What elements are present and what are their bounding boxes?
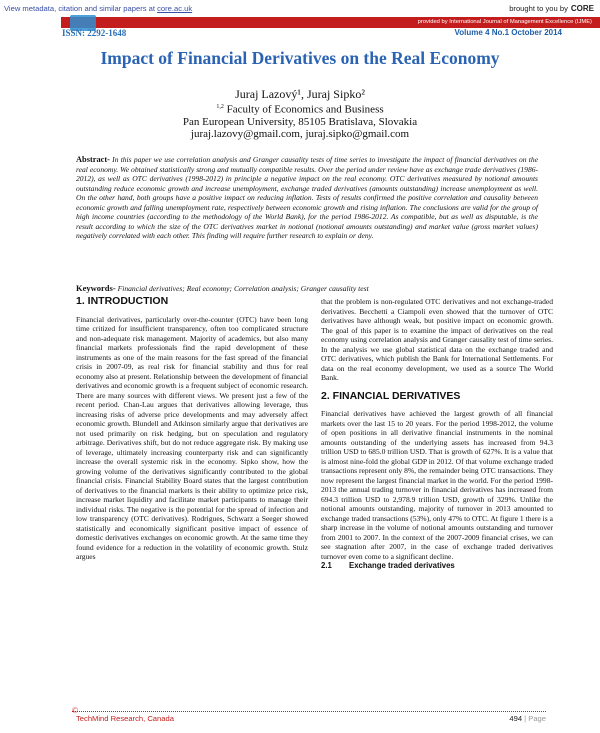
abstract-text: In this paper we use correlation analysis and Granger causality tests of time series to investigate the impact of financial derivatives on the real economy. We obtained statistically strong and mutually compatible results. Over the period under review have as exchange trade derivatives (1986-2012), as well as OTC derivatives (1998-2012) in principle a negative impact on the real economy. OTC derivatives measured by notional amounts outstanding reduce economic growth and increase unemployment, exchange traded derivatives (amounts outstanding) increase unemployment as well. On the other hand, both groups have a positive impact on reducing inflation. Tests of results confirmed the positive correlation and causality between economic growth and falling unemployment rate, respectively between economic growth and rising inflation. The conclusions are valid for the group of high income countries (according to the methodology of the World Bank), for the period 1986-2012. As compatible, but as well as disputable, is the result according to which the size of the OTC derivatives market in notional (notional amounts outstanding) and market value (gross market values) negatively correlated with each other. This finding will require further research to explain or deny. [76,155,538,241]
footer-divider [72,711,546,712]
abstract-label: Abstract- [76,155,110,164]
introduction-continued: that the problem is non-regulated OTC derivatives and not exchange-traded derivatives. Becchetti a Ciampoli even showed that the turnover of OTC derivatives have although weak, but positive impact on economic growth. The goal of this paper is to examine the impact of derivatives on the real economy using correlation analysis and Granger causality test of time series. In the analysis we use global statistical data on the exchange traded and OTC derivatives, which publish the Bank for International Settlements. For data on the real economy development, we used as a source The World Bank. [321,297,553,383]
core-metadata-notice: View metadata, citation and similar papers at core.ac.uk [4,3,193,13]
core-logo[interactable]: CORE [570,3,594,13]
publisher-name: TechMind Research, Canada [76,714,174,723]
financial-derivatives-paragraph: Financial derivatives have achieved the largest growth of all financial markets over the last 15 to 20 years. For the period 1998-2012, the volume of open positions in all derivative financial instruments in the nominal amounts outstanding of the underlying assets has increased from 94.3 trillion USD to 685.0 trillion USD. That is growth of 627%. It is a value that is almost nine-fold the global GDP in 2012. Of that volume exchange traded transactions represent only 8%, the remainder being OTC transactions. They now represent the largest financial market in the world. For the period 1998-2013 the annual trading turnover in financial derivatives has increased from 694.3 trillion USD to 2,978.9 trillion USD, growth of 329%. Unlike the notional amounts outstanding, majority of turnover in 2013 amounted to exchange traded transactions (53%), only 47% to OTC. At figure 1 there is a sharp increase in the volume of notional amounts outstanding and turnover from 2001 to 2007. In the context of the 2007-2009 financial crises, we can see stagnation after 2007, in the case of exchange traded derivatives turnover even come to a significant decline. [321,409,553,561]
affiliation-2: Pan European University, 85105 Bratislava, Slovakia [182,115,418,128]
author-names: Juraj Lazový¹, Juraj Sipko² [235,87,365,101]
issn-label: ISSN: 2292-1648 [62,28,127,38]
paper-title: Impact of Financial Derivatives on the Real Economy [100,48,500,68]
keywords [76,283,538,293]
keywords-text: Financial derivatives; Real economy; Correlation analysis; Granger causality test [115,284,369,293]
core-provider: brought to you by CORE [509,3,594,13]
subsection-heading: 2.1 Exchange traded derivatives [321,561,455,571]
core-link[interactable]: core.ac.uk [157,3,193,13]
page-number: 494 | Page [509,714,546,723]
core-banner [0,0,600,16]
copyright-icon: © [72,706,79,715]
page-footer [76,714,546,723]
author-block [0,88,600,141]
journal-band: provided by International Journal of Management Excellence (IJME) [61,17,600,28]
section-heading-financial-derivatives: 2. FINANCIAL DERIVATIVES [321,389,461,402]
author-emails: juraj.lazovy@gmail.com, juraj.sipko@gmail.com [190,128,410,141]
volume-label: Volume 4 No.1 October 2014 [454,28,562,37]
introduction-paragraph: Financial derivatives, particularly over-the-counter (OTC) have been long time critized for insufficient transparency, often too complicated structure and non-adequate risk management. Majority of academics, but also many financial markets professionals find the rapid development of these instruments as one of the main reasons for the fast spread of the financial crisis in 2007-09, as real risk for financial stability and thus for real economy also at present. Relationship between the development of financial derivatives and economic growth is a frequent subject of economic research. There are many sources with different views. We present just a few of the recent period. Chan-Lau argues that derivatives allowing leverage, thus increasing risks of adverse price developments and may adversely affect economic growth. Blundell and Atkinson similarly argue that derivatives are not used primarily on risk hedging, but on speculation and regulatory arbitrage. Derivatives shift, but do not reduce aggregate risk. By making use of leverage, ultimately increasing counterparty risk and can significantly increase the overall systemic risk in the economy. Sipko show, how the growing volume of the derivatives significantly contributed to the global financial crisis. Financial Stability Board states that the largest contribution of derivatives to the financial markets is their ability to optimize price risk, increase market liquidity and facilitate market participants to manage their individual risks. The negative is the potential for the spread of infection and low transparency (OTC derivatives). Rodrigues, Schwarz a Seeger showed statistically and economically significant positive impact of essence of domestic derivatives exchanges on economic growth. At the same time they found evidence for a reduction in the volatility of economic growth. Stulz argues [76,314,308,562]
keywords-label: Keywords- [76,283,116,293]
section-heading-introduction: 1. INTRODUCTION [76,295,169,307]
right-column [321,297,553,571]
affiliation-1: $^{1,2}$ Faculty of Economics and Business [216,103,384,116]
left-column [76,296,308,562]
abstract [76,155,538,241]
